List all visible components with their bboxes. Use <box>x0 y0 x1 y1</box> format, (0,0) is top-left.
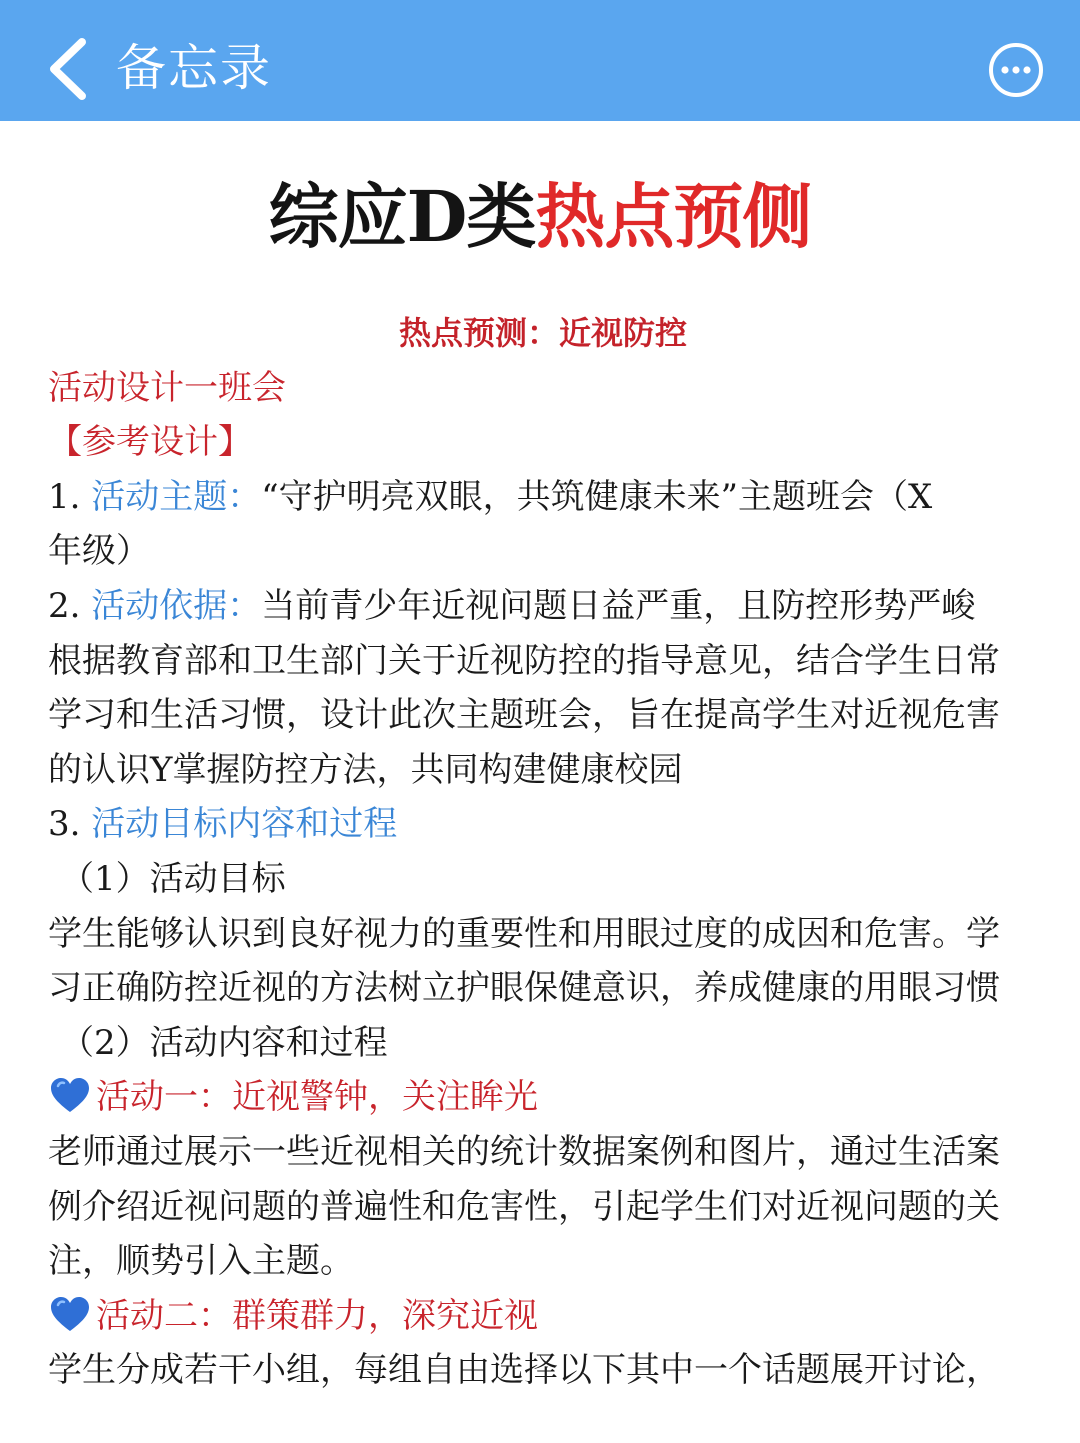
reference-label: 【参考设计】 <box>48 422 252 463</box>
activity-2-line: 学生分成若干小组，每组自由选择以下其中一个话题展开讨论， <box>48 1350 1000 1391</box>
activity-1-line: 老师通过展示一些近视相关的统计数据案例和图片，通过生活案 <box>48 1131 1000 1172</box>
activity-2-title: 活动二：群策群力，深究近视 <box>96 1295 538 1336</box>
document-title-black: 综应D类 <box>268 175 536 258</box>
app-title: 备忘录 <box>116 39 272 97</box>
note-body <box>48 306 1038 1398</box>
section-title: 活动设计一班会 <box>48 367 286 408</box>
chevron-left-icon[interactable] <box>44 36 92 102</box>
document-title <box>0 172 1080 262</box>
item-1-number: 1. <box>48 476 92 517</box>
more-horizontal-icon[interactable] <box>988 42 1044 98</box>
top-nav-bar <box>0 0 1080 121</box>
item-3-number: 3. <box>48 804 92 845</box>
item-3-label: 活动目标内容和过程 <box>91 804 398 845</box>
item-2-number: 2. <box>48 585 92 626</box>
item-2-line: 的认识Y掌握防控方法，共同构建健康校园 <box>48 749 683 790</box>
blue-heart-icon <box>50 1295 90 1331</box>
item-3 <box>48 797 1038 852</box>
subtitle: 热点预测：近视防控 <box>398 314 687 352</box>
item-2-text: 当前青少年近视问题日益严重，且防控形势严峻 <box>261 585 976 626</box>
item-2 <box>48 579 1038 634</box>
activity-1-heading <box>48 1070 1038 1125</box>
goal-line: 学生能够认识到良好视力的重要性和用眼过度的成因和危害。学 <box>48 913 1000 954</box>
item-2-line: 根据教育部和卫生部门关于近视防控的指导意见，结合学生日常 <box>48 640 1000 681</box>
activity-2-heading <box>48 1289 1038 1344</box>
activity-1-line: 注，顺势引入主题。 <box>48 1241 354 1282</box>
activity-1-title: 活动一：近视警钟，关注眸光 <box>96 1077 538 1118</box>
item-2-line: 学习和生活习惯，设计此次主题班会，旨在提高学生对近视危害 <box>48 695 1000 736</box>
item-1-continued: 年级） <box>48 531 150 572</box>
activity-1-line: 例介绍近视问题的普遍性和危害性，引起学生们对近视问题的关 <box>48 1186 1000 1227</box>
process-heading: （2）活动内容和过程 <box>60 1022 388 1063</box>
document-title-red: 热点预侧 <box>535 175 812 258</box>
item-2-label: 活动依据： <box>91 585 262 626</box>
item-1-label: 活动主题： <box>91 476 262 517</box>
item-1-text: “守护明亮双眼，共筑健康未来”主题班会（X <box>261 476 933 517</box>
goal-heading: （1）活动目标 <box>60 858 286 899</box>
goal-line: 习正确防控近视的方法树立护眼保健意识，养成健康的用眼习惯 <box>48 968 1000 1009</box>
item-1 <box>48 470 1038 525</box>
blue-heart-icon <box>50 1076 90 1112</box>
